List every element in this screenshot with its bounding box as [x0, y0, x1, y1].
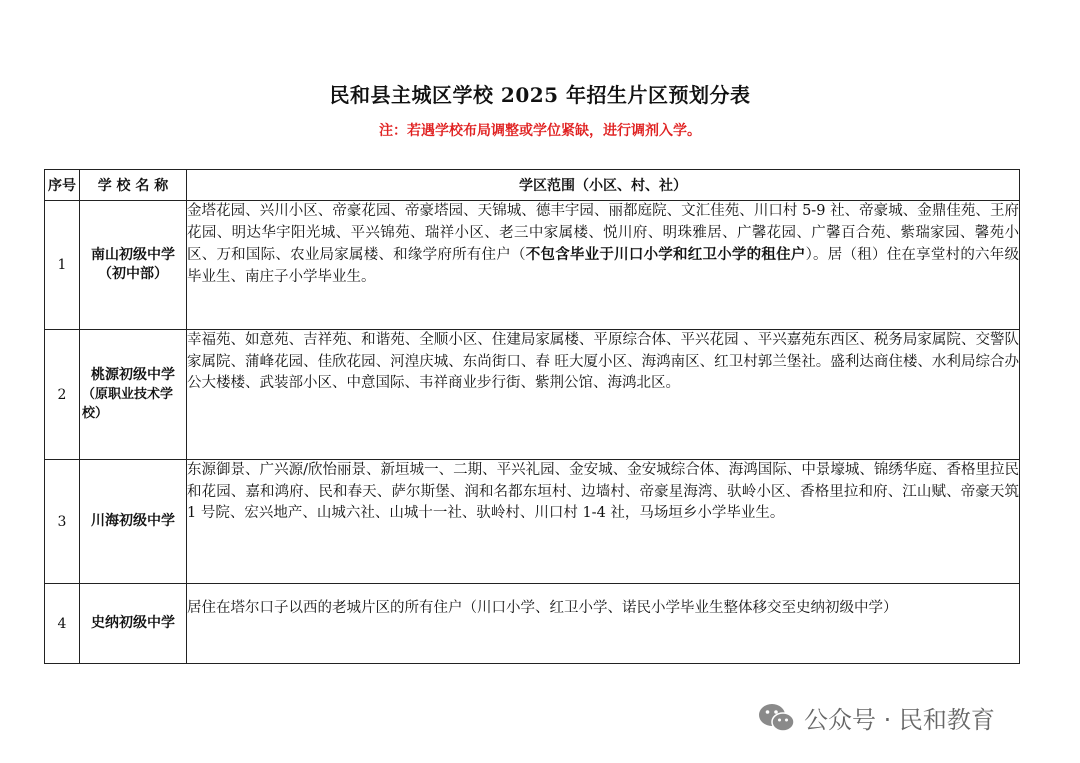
- district-range: [187, 201, 1020, 330]
- table-row: [45, 584, 1020, 664]
- wechat-icon: [758, 702, 796, 734]
- row-no: 4: [45, 584, 80, 664]
- district-range: 东源御景、广兴源/欣怡丽景、新垣城一、二期、平兴礼园、金安城、金安城综合体、海鸿国际、中景壕城、锦绣华庭、香格里拉民和花园、嘉和鸿府、民和春天、萨尔斯堡、润和名都东垣村、边墙村、帝豪星海湾、驮岭小区、香格里拉和府、江山赋、帝豪天筑 1 号院、宏兴地产、山城六社、山城十一社、驮岭村、川口村 1-4 社，马场垣乡小学毕业生。: [187, 460, 1020, 584]
- school-name-sub: （初中部）: [98, 266, 168, 282]
- school-name-sub: （原职业技术学校）: [82, 387, 174, 421]
- watermark: [758, 700, 995, 735]
- school-name: [80, 201, 187, 330]
- table-row: [45, 201, 1020, 330]
- page-title: 民和县主城区学校 2025 年招生片区预划分表: [329, 83, 751, 107]
- enrollment-table: [44, 169, 1020, 664]
- watermark-text: 公众号 · 民和教育: [804, 706, 995, 734]
- district-range: 幸福苑、如意苑、吉祥苑、和谐苑、全顺小区、住建局家属楼、平原综合体、平兴花园 、平兴嘉苑东西区、税务局家属院、交警队家属院、蒲峰花园、佳欣花园、河湟庆城、东尚街口、春 旺大厦小区、海鸿南区、红卫村郭兰堡社。盛利达商住楼、水利局综合办公大楼楼、武装部小区、中意国际、韦祥商业步行街、紫荆公馆、海鸿北区。: [187, 330, 1020, 460]
- header-range: 学区范围（小区、村、社）: [187, 170, 1020, 201]
- school-name-line: 史纳初级中学: [91, 615, 175, 631]
- table-row: [45, 330, 1020, 460]
- table-row: [45, 460, 1020, 584]
- school-name: [80, 460, 187, 584]
- range-text-tail: ）。居（租）住在享堂村的六年级毕业生、南庄子小学毕业生。: [187, 247, 1020, 285]
- school-name-line: 桃源初级中学: [91, 367, 175, 383]
- header-no: 序号: [45, 170, 80, 201]
- row-no: 3: [45, 460, 80, 584]
- range-text-emphasis: 不包含毕业于川口小学和红卫小学的租住户: [525, 246, 806, 263]
- school-name: [80, 330, 187, 460]
- district-range: 居住在塔尔口子以西的老城片区的所有住户（川口小学、红卫小学、诺民小学毕业生整体移交至史纳初级中学）: [187, 584, 1020, 664]
- school-name: [80, 584, 187, 664]
- table-header-row: [45, 170, 1020, 201]
- school-name-line: 川海初级中学: [91, 513, 175, 529]
- row-no: 1: [45, 201, 80, 330]
- school-name-line: 南山初级中学: [91, 247, 175, 263]
- header-name: 学 校 名 称: [80, 170, 187, 201]
- row-no: 2: [45, 330, 80, 460]
- note-text: 注：若遇学校布局调整或学位紧缺，进行调剂入学。: [379, 123, 701, 139]
- range-text: 金塔花园、兴川小区、帝豪花园、帝豪塔园、天锦城、德丰宇园、丽都庭院、文汇佳苑、川口村 5-9 社、帝豪城、金鼎佳苑、王府花园、明达华宇阳光城、平兴锦苑、瑞祥小区、老三中家属楼、悦川府、明珠雅居、广馨花园、广馨百合苑、紫瑞家园、馨苑小区、万和国际、农业局家属楼、和缘学府所有住户（: [187, 203, 1019, 263]
